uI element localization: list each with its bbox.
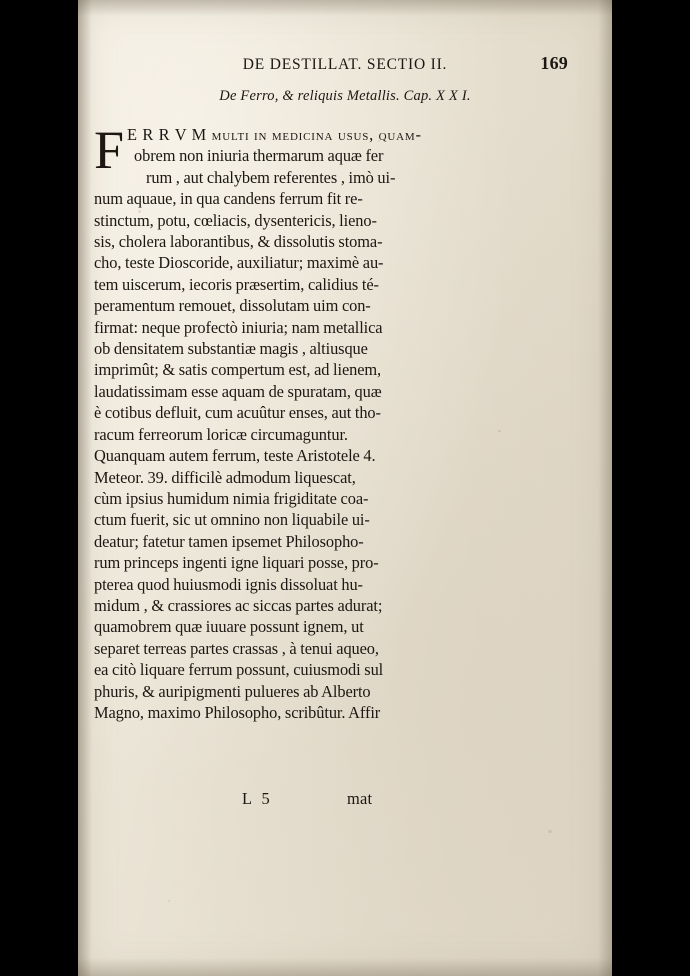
body-line: cho, teste Dioscoride, auxiliatur; maximè au-: [94, 253, 384, 273]
body-line: Quanquam autem ferrum, teste Aristotele 4.: [94, 446, 376, 466]
body-line: è cotibus defluit, cum acuûtur enses, aut tho-: [94, 403, 381, 423]
page-number: 169: [540, 53, 568, 73]
drop-cap: F: [94, 120, 124, 180]
body-line: E R R V M multi in medicina usus, quam-: [126, 125, 422, 144]
book-page: [78, 0, 612, 976]
page-text-block: [78, 0, 612, 976]
body-line: peramentum remouet, dissolutam uim con-: [94, 296, 371, 316]
body-line: imprimût; & satis compertum est, ad lienem,: [94, 360, 382, 380]
body-line: ob densitatem substantiæ magis , altiusque: [94, 339, 368, 359]
body-line: deatur; fatetur tamen ipsemet Philosopho-: [94, 531, 364, 551]
body-line: racum ferreorum loricæ circumaguntur.: [94, 424, 348, 444]
chapter-heading: De Ferro, & reliquis Metallis. Cap. X X I.: [219, 88, 471, 104]
body-line: obrem non iniuria thermarum aquæ fer: [134, 146, 384, 166]
body-line: cùm ipsius humidum nimia frigiditate coa-: [94, 488, 369, 508]
body-line: phuris, & auripigmenti pulueres ab Alberto: [94, 681, 371, 701]
body-line: sis, cholera laborantibus, & dissolutis stoma-: [94, 232, 383, 252]
body-line: separet terreas partes crassas , à tenui aqueo,: [94, 638, 379, 658]
body-line: rum princeps ingenti igne liquari posse, pro-: [94, 553, 379, 573]
body-line: pterea quod huiusmodi ignis dissoluat hu-: [94, 574, 363, 594]
body-text: [94, 120, 506, 723]
body-line: ea citò liquare ferrum possunt, cuiusmodi sul: [94, 660, 384, 680]
body-line: Magno, maximo Philosopho, scribûtur. Affir: [94, 702, 381, 722]
body-line: Meteor. 39. difficilè admodum liquescat,: [94, 467, 356, 487]
body-line: stinctum, potu, cœliacis, dysentericis, lieno-: [94, 210, 377, 230]
running-head-text: DE DESTILLAT. SECTIO II.: [242, 56, 448, 73]
body-line: tem uiscerum, iecoris præsertim, calidius té-: [94, 274, 379, 294]
body-line: laudatissimam esse aquam de spuratam, quæ: [94, 381, 382, 401]
body-line: num aquaue, in qua candens ferrum fit re-: [94, 189, 363, 209]
body-line: ctum fuerit, sic ut omnino non liquabile ui-: [94, 510, 370, 530]
catchword: mat: [347, 789, 373, 808]
body-line: firmat: neque profectò iniuria; nam metallica: [94, 317, 383, 337]
signature-and-catchword: [94, 789, 506, 809]
body-line: quamobrem quæ iuuare possunt ignem, ut: [94, 617, 364, 637]
signature-mark: L 5: [242, 789, 273, 808]
running-head: [78, 56, 612, 74]
body-line: midum , & crassiores ac siccas partes adurat;: [94, 595, 383, 615]
body-line: rum , aut chalybem referentes , imò ui-: [146, 167, 396, 187]
